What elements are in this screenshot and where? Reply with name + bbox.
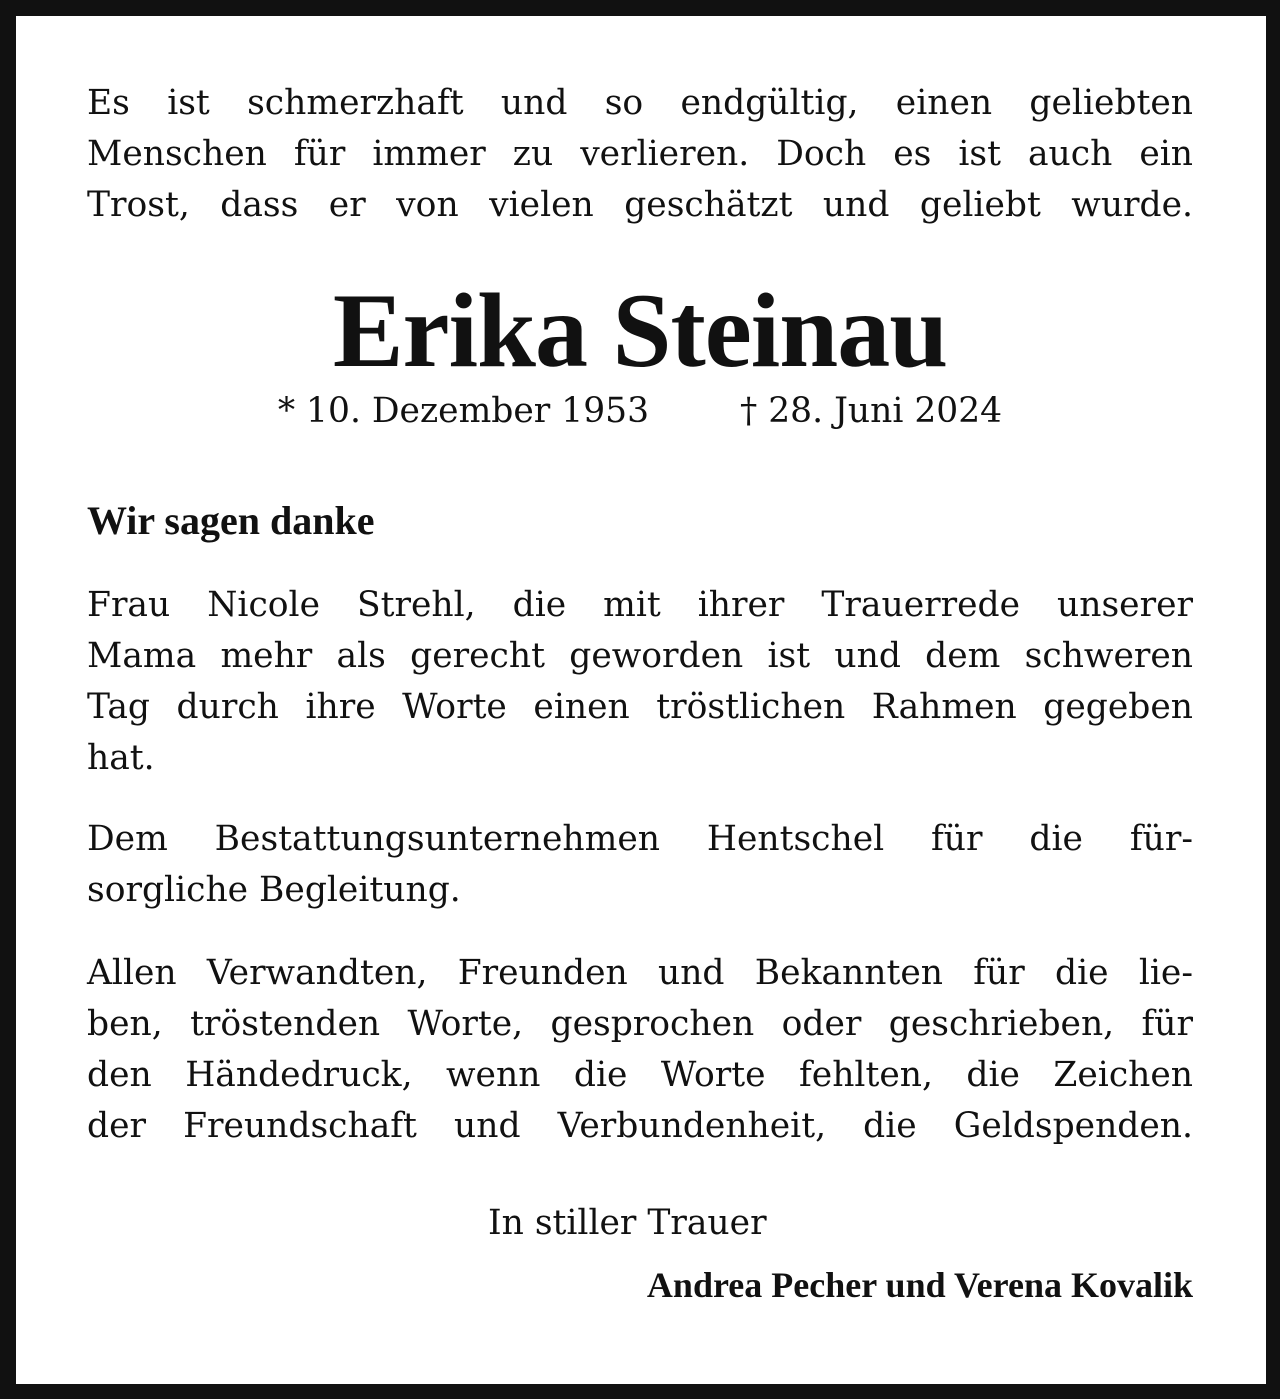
thanks-paragraph-1 <box>87 580 1193 784</box>
signature-block <box>488 1198 1193 1310</box>
intro-line: Es ist schmerzhaft und so endgültig, einen geliebten <box>87 83 1193 123</box>
birth-date: * 10. Dezember 1953 <box>277 391 650 431</box>
thanks-heading: Wir sagen danke <box>87 498 375 543</box>
paragraph-line: ben, tröstenden Worte, gesprochen oder geschrieben, für <box>87 1004 1193 1044</box>
life-dates <box>87 386 1193 436</box>
intro-line: Trost, dass er von vielen geschätzt und geliebt wurde. <box>87 185 1193 225</box>
intro-paragraph <box>87 78 1193 231</box>
mourner-names: Andrea Pecher und Verena Kovalik <box>646 1265 1193 1305</box>
deceased-name: Erika Steinau <box>332 272 948 389</box>
paragraph-line: Tag durch ihre Worte einen tröstlichen Rahmen gegeben <box>87 687 1193 727</box>
paragraph-line: Allen Verwandten, Freunden und Bekannten für die lie- <box>87 953 1193 993</box>
thanks-paragraph-2 <box>87 814 1193 916</box>
death-date: † 28. Juni 2024 <box>740 391 1003 431</box>
closing-phrase: In stiller Trauer <box>488 1203 767 1243</box>
paragraph-line: Mama mehr als gerecht geworden ist und dem schweren <box>87 636 1193 676</box>
paragraph-line: hat. <box>87 738 155 778</box>
paragraph-line: Frau Nicole Strehl, die mit ihrer Trauerrede unserer <box>87 585 1193 625</box>
paragraph-line: Dem Bestattungsunternehmen Hentschel für die für- <box>87 819 1193 859</box>
paragraph-line: den Händedruck, wenn die Worte fehlten, die Zeichen <box>87 1055 1193 1095</box>
paragraph-line: der Freundschaft und Verbundenheit, die Geldspenden. <box>87 1106 1193 1146</box>
thanks-paragraph-3 <box>87 948 1193 1152</box>
intro-line: Menschen für immer zu verlieren. Doch es ist auch ein <box>87 134 1193 174</box>
paragraph-line: sorgliche Begleitung. <box>87 870 461 910</box>
